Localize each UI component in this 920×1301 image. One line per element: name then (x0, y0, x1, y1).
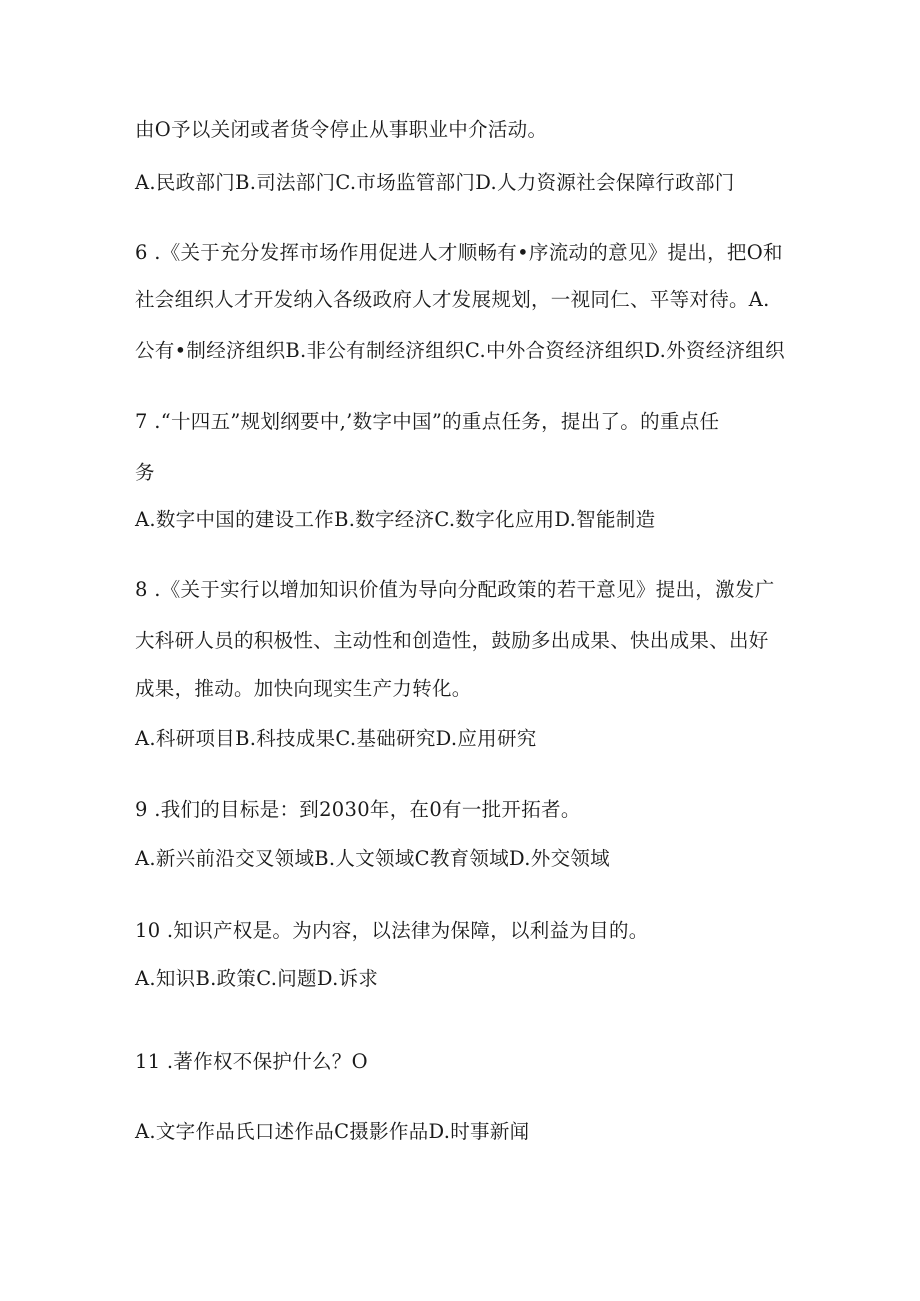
question-5-stem-end: 由O予以关闭或者货令停止从事职业中介活动。 (135, 118, 548, 141)
question-10-options: A.知识B.政策C.问题D.诉求 (135, 967, 379, 990)
question-7-stem-line-1: 7 .“十四五”规划纲要中,’数字中国”的重点任务，提出了。的重点任 (135, 410, 720, 433)
question-8-stem-line-2: 大科研人员的积极性、主动性和创造性，鼓励多出成果、快出成果、出好 (135, 629, 769, 652)
question-11-options: A.文字作品氏口述作品C摄影作品D.时事新闻 (135, 1120, 530, 1143)
question-7-options: A.数字中国的建设工作B.数字经济C.数字化应用D.智能制造 (135, 508, 656, 531)
question-8-stem-line-1: 8 .《关于实行以增加知识价值为导向分配政策的若干意见》提出，激发广 (135, 578, 775, 601)
question-6-stem-line-2: 社会组织人才开发纳入各级政府人才发展规划，一视同仁、平等对待。A. (135, 288, 770, 311)
question-7-stem-line-2: 务 (135, 461, 155, 484)
question-8-stem-line-3: 成果，推动。加快向现实生产力转化。 (135, 677, 472, 700)
question-9-stem: 9 .我们的目标是：到2030年，在0有一批开拓者。 (135, 798, 581, 821)
question-11-stem: 11 .著作权不保护什么？O (135, 1050, 368, 1073)
question-5-options: A.民政部门B.司法部门C.市场监管部门D.人力资源社会保障行政部门 (135, 171, 735, 194)
question-8-options: A.科研项目B.科技成果C.基础研究D.应用研究 (135, 727, 537, 750)
question-6-stem-line-1: 6 .《关于充分发挥市场作用促进人才顺畅有•序流动的意见》提出，把O和 (135, 241, 783, 264)
question-9-options: A.新兴前沿交叉领域B.人文领域C教育领域D.外交领域 (135, 847, 610, 870)
question-6-options: 公有•制经济组织B.非公有制经济组织C.中外合资经济组织D.外资经济组织 (135, 339, 785, 362)
question-10-stem: 10 .知识产权是。为内容，以法律为保障，以利益为目的。 (135, 919, 649, 942)
